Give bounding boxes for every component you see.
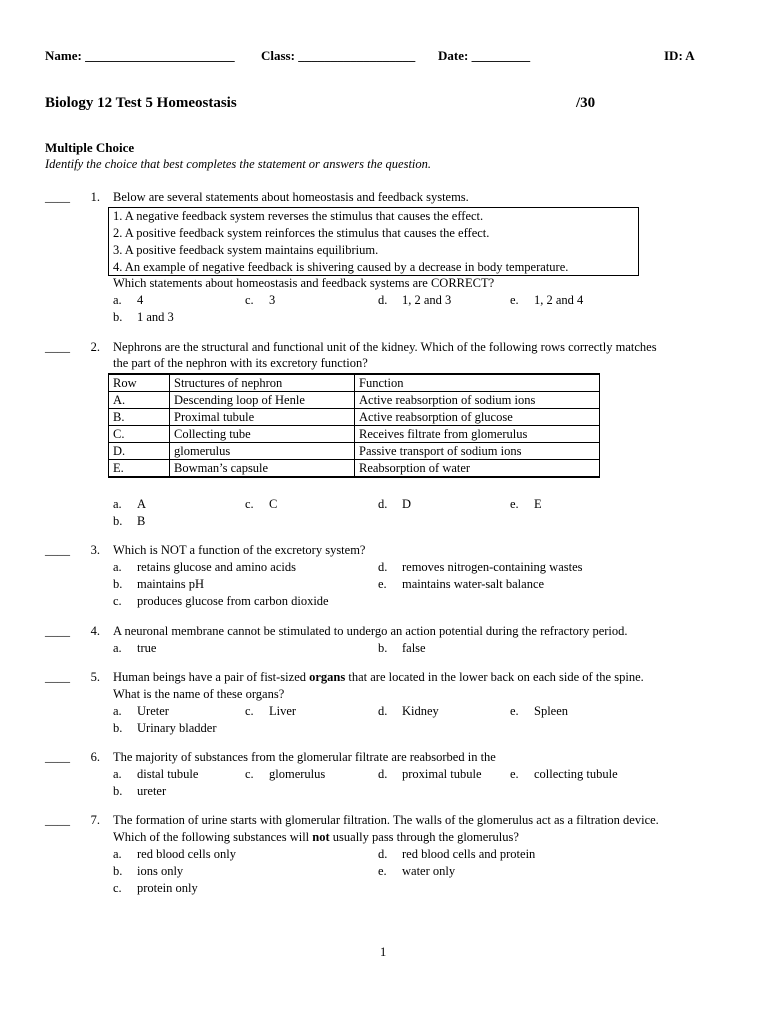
question-number: 3. <box>90 543 100 557</box>
option-e[interactable]: e. E <box>510 497 542 511</box>
option-d[interactable]: d. 1, 2 and 3 <box>378 293 452 307</box>
statements-box <box>108 207 639 276</box>
question-stem: The formation of urine starts with glomerular filtration. The walls of the glomerulus act as a filtration device. <box>113 813 659 827</box>
option-c[interactable]: c. protein only <box>113 881 198 895</box>
answer-blank[interactable]: ____ <box>45 340 70 354</box>
table-cell: glomerulus <box>170 443 355 460</box>
nephron-table <box>108 373 600 478</box>
question-stem: A neuronal membrane cannot be stimulated to undergo an action potential during the refractory period. <box>113 624 628 638</box>
option-a[interactable]: a. 4 <box>113 293 144 307</box>
question-stem: Which of the following substances will not usually pass through the glomerulus? <box>113 830 519 844</box>
question-number: 7. <box>90 813 100 827</box>
table-row <box>109 426 600 443</box>
option-a[interactable]: a. A <box>113 497 147 511</box>
question-stem: Which is NOT a function of the excretory system? <box>113 543 366 557</box>
option-b[interactable]: b. B <box>113 514 146 528</box>
question-stem: the part of the nephron with its excretory function? <box>113 356 368 370</box>
question-number: 5. <box>90 670 100 684</box>
option-a[interactable]: a. distal tubule <box>113 767 199 781</box>
table-cell: D. <box>109 443 170 460</box>
name-field: Name: _______________________ <box>45 48 235 63</box>
question-stem: Human beings have a pair of fist-sized organs that are located in the lower back on each side of the spine. <box>113 670 644 684</box>
table-cell: Active reabsorption of sodium ions <box>355 392 600 409</box>
table-header: Function <box>355 374 600 392</box>
answer-blank[interactable]: ____ <box>45 670 70 684</box>
answer-blank[interactable]: ____ <box>45 543 70 557</box>
question-stem: Nephrons are the structural and functional unit of the kidney. Which of the following rows correctly matches <box>113 340 657 354</box>
section-instructions: Identify the choice that best completes the statement or answers the question. <box>45 157 432 171</box>
option-c[interactable]: c. C <box>245 497 278 511</box>
answer-blank[interactable]: ____ <box>45 624 70 638</box>
option-c[interactable]: c. glomerulus <box>245 767 326 781</box>
page-number: 1 <box>380 945 387 959</box>
option-d[interactable]: d. removes nitrogen-containing wastes <box>378 560 583 574</box>
option-e[interactable]: e. maintains water-salt balance <box>378 577 545 591</box>
statement: 4. An example of negative feedback is shivering caused by a decrease in body temperature. <box>113 260 569 274</box>
option-e[interactable]: e. 1, 2 and 4 <box>510 293 584 307</box>
answer-blank[interactable]: ____ <box>45 750 70 764</box>
question-stem: Below are several statements about homeostasis and feedback systems. <box>113 190 469 204</box>
option-a[interactable]: a. retains glucose and amino acids <box>113 560 296 574</box>
option-c[interactable]: c. produces glucose from carbon dioxide <box>113 594 329 608</box>
table-cell: B. <box>109 409 170 426</box>
option-b[interactable]: b. 1 and 3 <box>113 310 174 324</box>
table-cell: Descending loop of Henle <box>170 392 355 409</box>
option-e[interactable]: e. Spleen <box>510 704 569 718</box>
question-number: 4. <box>90 624 100 638</box>
section-heading: Multiple Choice <box>45 140 135 155</box>
score-total: /30 <box>576 95 596 111</box>
answer-blank[interactable]: ____ <box>45 190 70 204</box>
table-cell: Active reabsorption of glucose <box>355 409 600 426</box>
date-field: Date: _________ <box>438 48 531 63</box>
table-header: Structures of nephron <box>170 374 355 392</box>
table-cell: Bowman’s capsule <box>170 460 355 478</box>
option-a[interactable]: a. true <box>113 641 157 655</box>
table-row <box>109 443 600 460</box>
question-number: 1. <box>90 190 100 204</box>
option-b[interactable]: b. maintains pH <box>113 577 205 591</box>
table-row <box>109 409 600 426</box>
option-c[interactable]: c. Liver <box>245 704 297 718</box>
statement: 3. A positive feedback system maintains equilibrium. <box>113 243 379 257</box>
option-b[interactable]: b. false <box>378 641 426 655</box>
option-d[interactable]: d. proximal tubule <box>378 767 482 781</box>
question-number: 6. <box>90 750 100 764</box>
option-c[interactable]: c. 3 <box>245 293 276 307</box>
table-header: Row <box>109 374 170 392</box>
table-row <box>109 460 600 478</box>
table-cell: A. <box>109 392 170 409</box>
option-d[interactable]: d. D <box>378 497 412 511</box>
question-stem: The majority of substances from the glomerular filtrate are reabsorbed in the <box>113 750 496 764</box>
question-stem: What is the name of these organs? <box>113 687 285 701</box>
table-cell: Reabsorption of water <box>355 460 600 478</box>
table-cell: C. <box>109 426 170 443</box>
table-cell: Collecting tube <box>170 426 355 443</box>
question-number: 2. <box>90 340 100 354</box>
table-cell: E. <box>109 460 170 478</box>
option-d[interactable]: d. Kidney <box>378 704 439 718</box>
table-cell: Passive transport of sodium ions <box>355 443 600 460</box>
class-field: Class: __________________ <box>261 48 416 63</box>
question-followup: Which statements about homeostasis and feedback systems are CORRECT? <box>113 276 495 290</box>
option-d[interactable]: d. red blood cells and protein <box>378 847 536 861</box>
option-e[interactable]: e. collecting tubule <box>510 767 618 781</box>
option-a[interactable]: a. red blood cells only <box>113 847 236 861</box>
option-a[interactable]: a. Ureter <box>113 704 169 718</box>
statement: 1. A negative feedback system reverses the stimulus that causes the effect. <box>113 209 484 223</box>
option-b[interactable]: b. ureter <box>113 784 167 798</box>
option-b[interactable]: b. ions only <box>113 864 184 878</box>
table-header-row <box>109 374 600 392</box>
answer-blank[interactable]: ____ <box>45 813 70 827</box>
test-id: ID: A <box>664 48 695 63</box>
option-b[interactable]: b. Urinary bladder <box>113 721 217 735</box>
table-cell: Proximal tubule <box>170 409 355 426</box>
option-e[interactable]: e. water only <box>378 864 456 878</box>
table-cell: Receives filtrate from glomerulus <box>355 426 600 443</box>
statement: 2. A positive feedback system reinforces the stimulus that causes the effect. <box>113 226 490 240</box>
table-row <box>109 392 600 409</box>
page-title: Biology 12 Test 5 Homeostasis <box>45 95 237 111</box>
